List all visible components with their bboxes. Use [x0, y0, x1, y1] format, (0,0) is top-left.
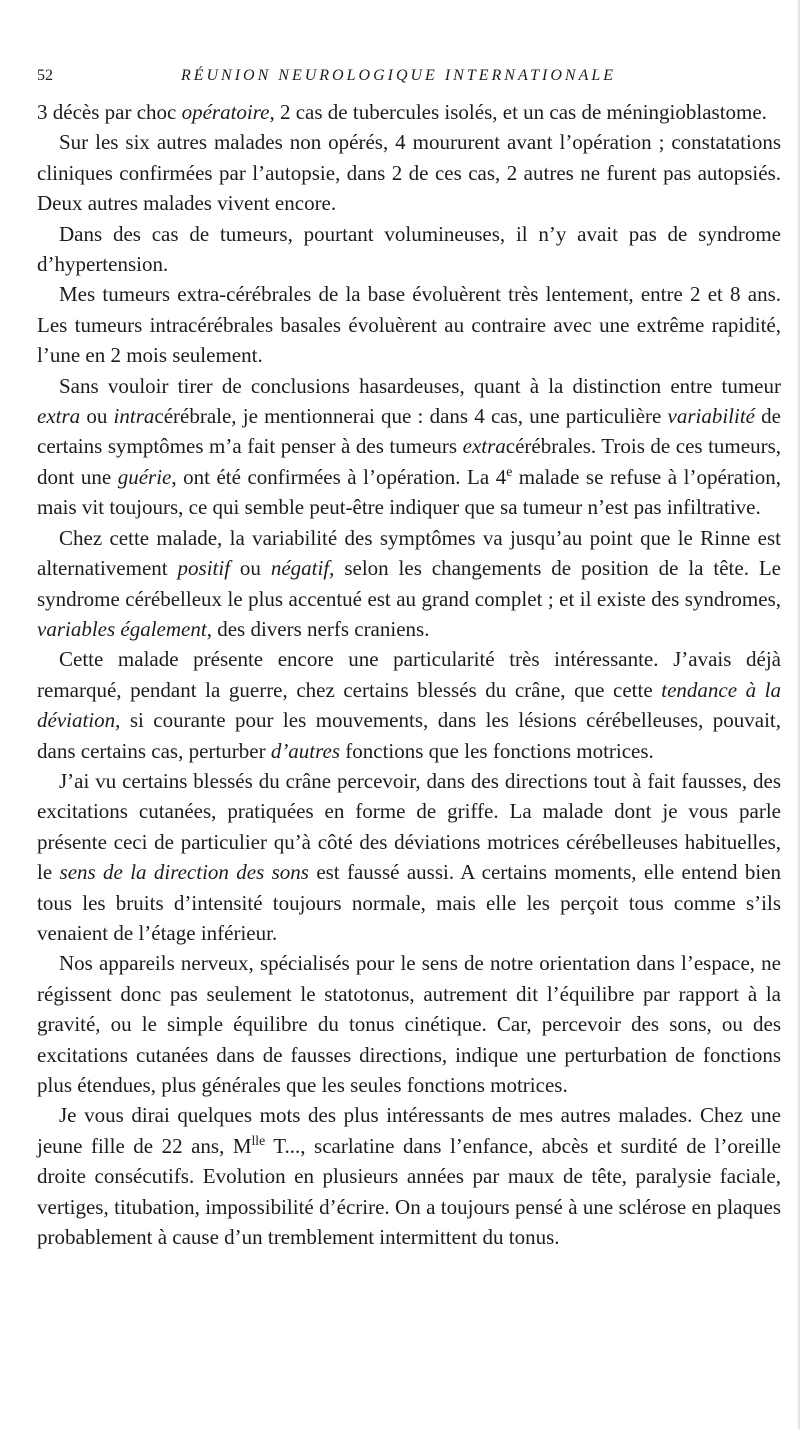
- paragraph: [37, 371, 781, 523]
- paragraph-text: Dans des cas de tumeurs, pourtant volumineuses, il n’y avait pas de syndrome d’hypertension.: [37, 221, 781, 277]
- running-head: [37, 62, 760, 90]
- paragraph: [37, 644, 781, 766]
- paragraph-text: J’ai vu certains blessés du crâne percevoir, dans des directions tout à fait fausses, des excitations cutanées, pratiquées en forme de griffe. La malade dont je vous parle présente ceci de particulier qu’à côté des déviations motrices cérébelleuses habituelles, le: [37, 768, 781, 885]
- paragraph-text: , 2 cas de tubercules isolés, et un cas de méningioblastome.: [269, 100, 767, 124]
- emphasis-text: extra: [37, 404, 81, 429]
- emphasis-text: tendance à la déviation: [37, 677, 782, 733]
- paragraph-text: Je vous dirai quelques mots des plus intéressants de mes autres malades. Chez une jeune fille de 22 ans, M: [37, 1103, 781, 1158]
- superscript-text: e: [506, 463, 513, 479]
- paragraph: [37, 766, 781, 948]
- paragraph-text: , ont été confirmées à l’opération. La 4: [171, 464, 507, 489]
- paragraph-text: fonctions que les fonctions motrices.: [340, 738, 654, 763]
- paragraph-text: malade se refuse à l’opération, mais vit toujours, ce qui semble peut-être indiquer que sa tumeur n’est pas infiltrative.: [37, 464, 781, 520]
- paragraph-text: Mes tumeurs extra-cérébrales de la base évoluèrent très lentement, entre 2 et 8 ans. Les tumeurs intracérébrales basales évoluèrent au contraire avec une extrême rapidité, l’une en 2 mois seulement.: [37, 282, 781, 368]
- paragraph-text: cérébrale, je mentionnerai que : dans 4 cas, une particulière: [154, 404, 668, 429]
- paragraph-text: Nos appareils nerveux, spécialisés pour le sens de notre orientation dans l’espace, ne régissent donc pas seulement le statotonus, autrement dit l’équilibre par rapport à la gravité, ou le simple équilibre du tonus cinétique. Car, percevoir des sons, ou des excitations cutanées dans de fausses directions, indique une perturbation de fonctions plus étendues, plus générales que les seules fonctions motrices.: [37, 951, 781, 1097]
- paragraph: [37, 948, 781, 1100]
- paragraph-text: Sur les six autres malades non opérés, 4 moururent avant l’opération ; constatations cliniques confirmées par l’autopsie, dans 2 de ces cas, 2 autres ne furent pas autopsiés. Deux autres malades vivent encore.: [37, 130, 781, 216]
- paragraph: [37, 1100, 781, 1252]
- paragraph-text: , si courante pour les mouvements, dans les lésions cérébelleuses, pouvait, dans certains cas, perturber: [37, 708, 781, 763]
- emphasis-text: sens de la direction des sons: [59, 860, 309, 885]
- paragraph-text: Sans vouloir tirer de conclusions hasardeuses, quant à la distinction entre tumeur: [59, 373, 781, 398]
- superscript-text: lle: [251, 1132, 266, 1148]
- paragraph-text: T..., scarlatine dans l’enfance, abcès et surdité de l’oreille droite consécutifs. Evolution en plusieurs années par maux de tête, paralysie faciale, vertiges, titubation, impossibilité d’écrire. On a toujours pensé à une sclérose en plaques probablement à cause d’un tremblement intermittent du tonus.: [37, 1133, 782, 1250]
- paragraph-text: ou: [230, 556, 271, 581]
- paragraph-text: de certains symptômes m’a fait penser à des tumeurs: [37, 404, 782, 459]
- paragraph-text: ou: [80, 404, 114, 429]
- emphasis-text: intra: [113, 404, 155, 429]
- emphasis-text: variabilité: [667, 404, 755, 429]
- emphasis-text: positif: [177, 556, 231, 581]
- emphasis-text: guérie: [117, 464, 172, 489]
- paragraph-text: cérébrales. Trois de ces tumeurs, dont une: [37, 434, 781, 489]
- paragraph-text: Chez cette malade, la variabilité des symptômes va jusqu’au point que le Rinne est alternativement: [37, 525, 781, 581]
- emphasis-text: variables également: [37, 616, 207, 641]
- paragraph-text: est faussé aussi. A certains moments, elle entend bien tous les bruits d’intensité toujours normale, mais elle les perçoit tous comme s’ils venaient de l’étage inférieur.: [37, 860, 782, 945]
- emphasis-text: d’autres: [270, 738, 341, 763]
- page-number: 52: [37, 67, 53, 84]
- emphasis-text: extra: [462, 434, 506, 459]
- paragraph: [37, 523, 781, 645]
- paragraph-text: , des divers nerfs craniens.: [206, 616, 430, 641]
- emphasis-text: négatif: [270, 556, 330, 581]
- paragraph-text: , selon les changements de position de la tête. Le syndrome cérébelleux le plus accentué est au grand complet ; et il existe des syndromes,: [37, 556, 782, 611]
- paragraph: [37, 279, 781, 370]
- paragraph-text: Cette malade présente encore une particularité très intéressante. J’avais déjà remarqué, pendant la guerre, chez certains blessés du crâne, que cette: [37, 647, 781, 702]
- paragraph-text: 3 décès par choc: [37, 100, 182, 124]
- emphasis-text: opératoire: [181, 100, 270, 124]
- running-title: RÉUNION NEUROLOGIQUE INTERNATIONALE: [180, 67, 617, 84]
- body-text: [37, 97, 781, 1252]
- paragraph: [37, 127, 781, 218]
- paragraph: [37, 219, 781, 280]
- paragraph: [37, 97, 781, 127]
